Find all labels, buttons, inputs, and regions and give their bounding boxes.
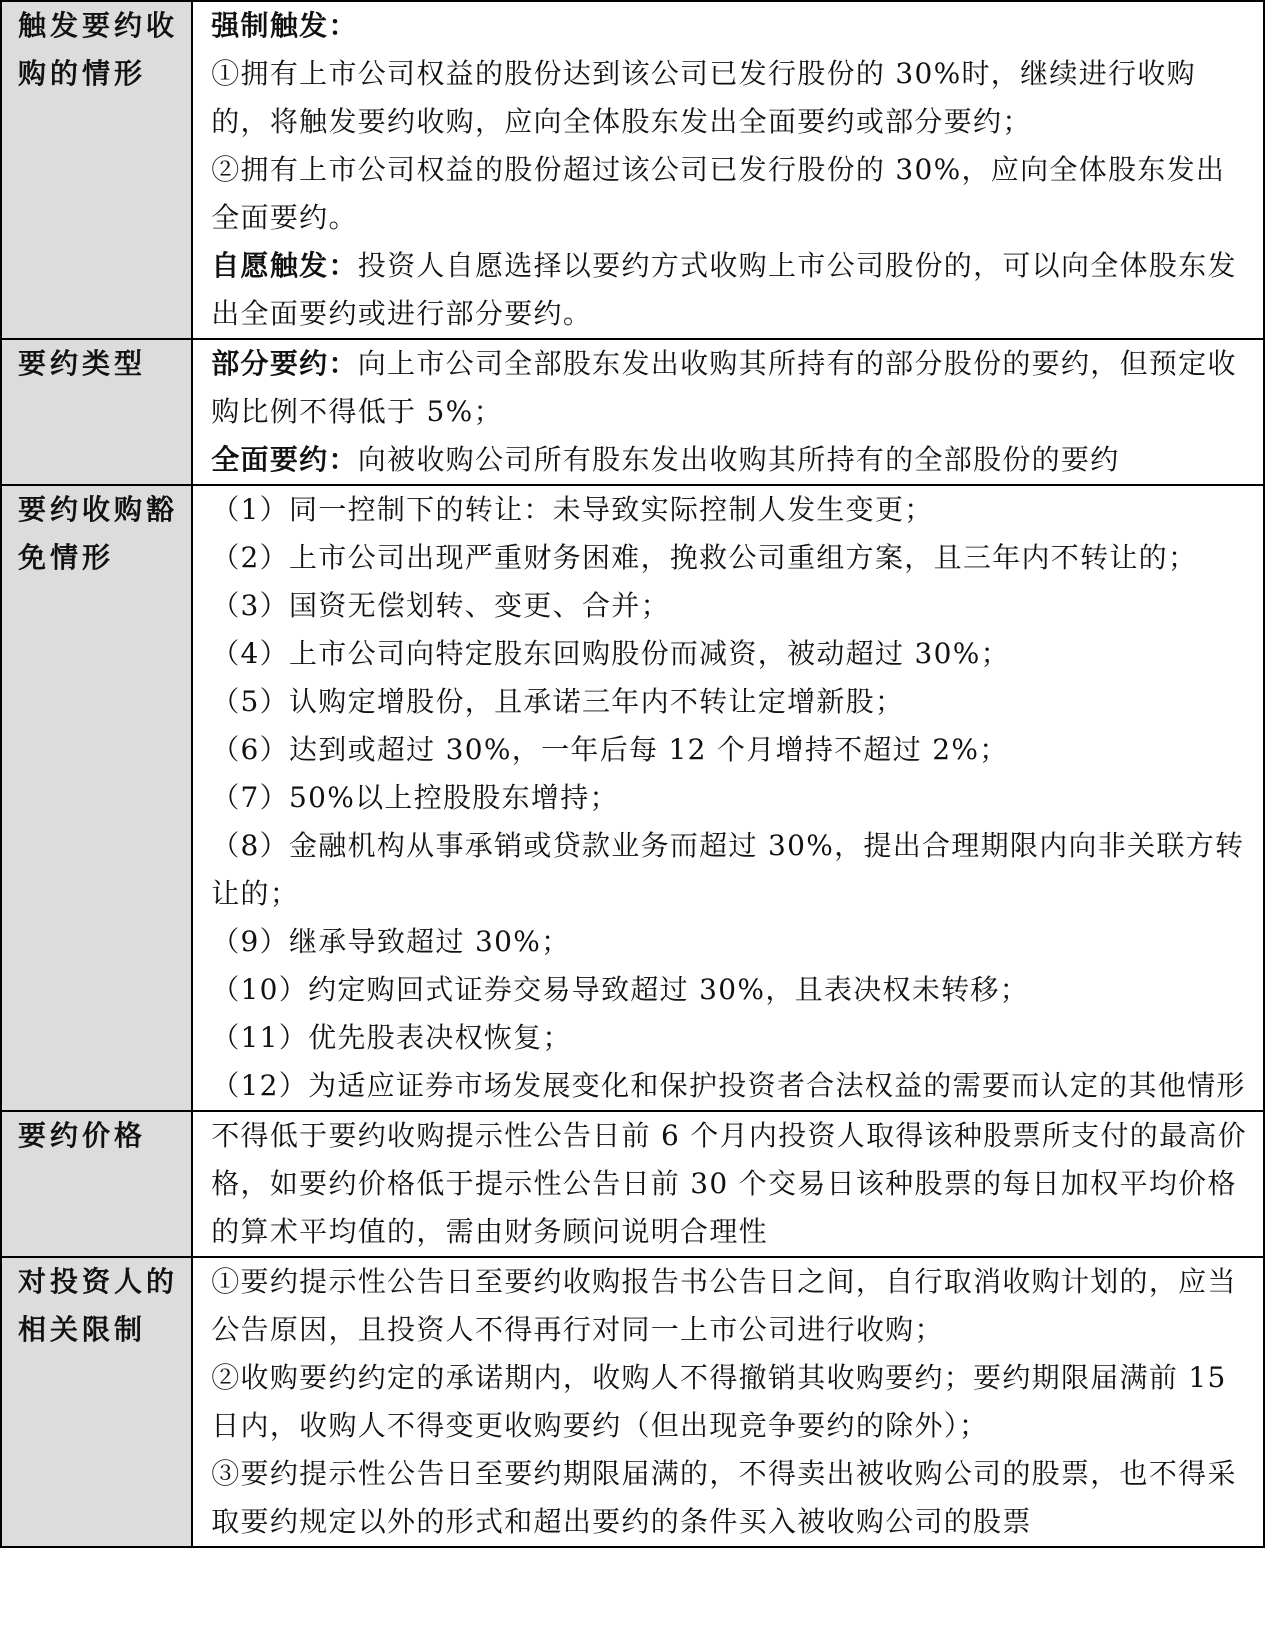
list-item: （12）为适应证券市场发展变化和保护投资者合法权益的需要而认定的其他情形 [211, 1069, 1246, 1102]
row-content-cell [192, 1, 1264, 339]
row-label: 对投资人的相关限制 [18, 1265, 179, 1346]
list-item: （6）达到或超过 30%，一年后每 12 个月增持不超过 2%； [211, 733, 1009, 766]
paragraph: 不得低于要约收购提示性公告日前 6 个月内投资人取得该种股票所支付的最高价格，如要约价格低于提示性公告日前 30 个交易日该种股票的每日加权平均价格的算术平均值的，需由财务顾问说明合理性 [211, 1119, 1247, 1248]
table-row [1, 485, 1264, 1111]
row-content-cell [192, 339, 1264, 485]
row-label-cell [1, 485, 192, 1111]
paragraph-text: ②拥有上市公司权益的股份超过该公司已发行股份的 30%，应向全体股东发出全面要约。 [211, 153, 1226, 234]
paragraph: ①要约提示性公告日至要约收购报告书公告日之间，自行取消收购计划的，应当公告原因，且投资人不得再行对同一上市公司进行收购； [211, 1265, 1237, 1346]
row-content-cell [192, 1111, 1264, 1257]
list-item: （11）优先股表决权恢复； [211, 1021, 572, 1054]
table-row [1, 1, 1264, 339]
list-item: （7）50%以上控股股东增持； [211, 781, 619, 814]
paragraph-text: 投资人自愿选择以要约方式收购上市公司股份的，可以向全体股东发出全面要约或进行部分要约。 [211, 249, 1237, 330]
row-content [193, 1112, 1263, 1256]
table-row [1, 1257, 1264, 1547]
paragraph-text: 向被收购公司所有股东发出收购其所持有的全部股份的要约 [357, 443, 1120, 476]
row-label-cell [1, 1, 192, 339]
paragraph [211, 242, 1249, 338]
list-item: （4）上市公司向特定股东回购股份而减资，被动超过 30%； [211, 637, 1010, 670]
list-item: （1）同一控制下的转让：未导致实际控制人发生变更； [211, 493, 934, 526]
row-content [193, 2, 1263, 338]
table-row [1, 339, 1264, 485]
row-label-cell [1, 1257, 192, 1547]
paragraph [211, 146, 1249, 242]
paragraph-heading: 强制触发： [211, 9, 358, 42]
paragraph: ③要约提示性公告日至要约期限届满的，不得卖出被收购公司的股票，也不得采取要约规定以外的形式和超出要约的条件买入被收购公司的股票 [211, 1457, 1237, 1538]
row-label: 触发要约收购的情形 [18, 9, 179, 90]
paragraph [211, 436, 1249, 484]
row-content-cell [192, 485, 1264, 1111]
paragraph [211, 50, 1249, 146]
row-content [193, 1258, 1263, 1546]
paragraph-text: 向上市公司全部股东发出收购其所持有的部分股份的要约，但预定收购比例不得低于 5%； [211, 347, 1237, 428]
row-label: 要约收购豁免情形 [18, 493, 179, 574]
paragraph-text: ①拥有上市公司权益的股份达到该公司已发行股份的 30%时，继续进行收购的，将触发要约收购，应向全体股东发出全面要约或部分要约； [211, 57, 1196, 138]
list-item: （9）继承导致超过 30%； [211, 925, 571, 958]
list-item: （2）上市公司出现严重财务困难，挽救公司重组方案，且三年内不转让的； [211, 541, 1198, 574]
list-item: （8）金融机构从事承销或贷款业务而超过 30%，提出合理期限内向非关联方转让的； [211, 829, 1245, 910]
table-row [1, 1111, 1264, 1257]
row-content [193, 486, 1263, 1110]
paragraph [211, 2, 1249, 50]
paragraph-heading: 自愿触发： [211, 249, 358, 282]
paragraph [211, 340, 1249, 436]
row-content-cell [192, 1257, 1264, 1547]
paragraph: ②收购要约约定的承诺期内，收购人不得撤销其收购要约；要约期限届满前 15日内，收购人不得变更收购要约（但出现竞争要约的除外）； [211, 1361, 1227, 1442]
paragraph-heading: 部分要约： [211, 347, 358, 380]
row-label-cell [1, 339, 192, 485]
list-item: （3）国资无偿划转、变更、合并； [211, 589, 670, 622]
row-label: 要约类型 [18, 347, 147, 380]
row-label: 要约价格 [18, 1119, 147, 1152]
paragraph-heading: 全面要约： [211, 443, 358, 476]
list-item: （5）认购定增股份，且承诺三年内不转让定增新股； [211, 685, 905, 718]
row-content [193, 340, 1263, 484]
list-item: （10）约定购回式证券交易导致超过 30%，且表决权未转移； [211, 973, 1030, 1006]
row-label-cell [1, 1111, 192, 1257]
